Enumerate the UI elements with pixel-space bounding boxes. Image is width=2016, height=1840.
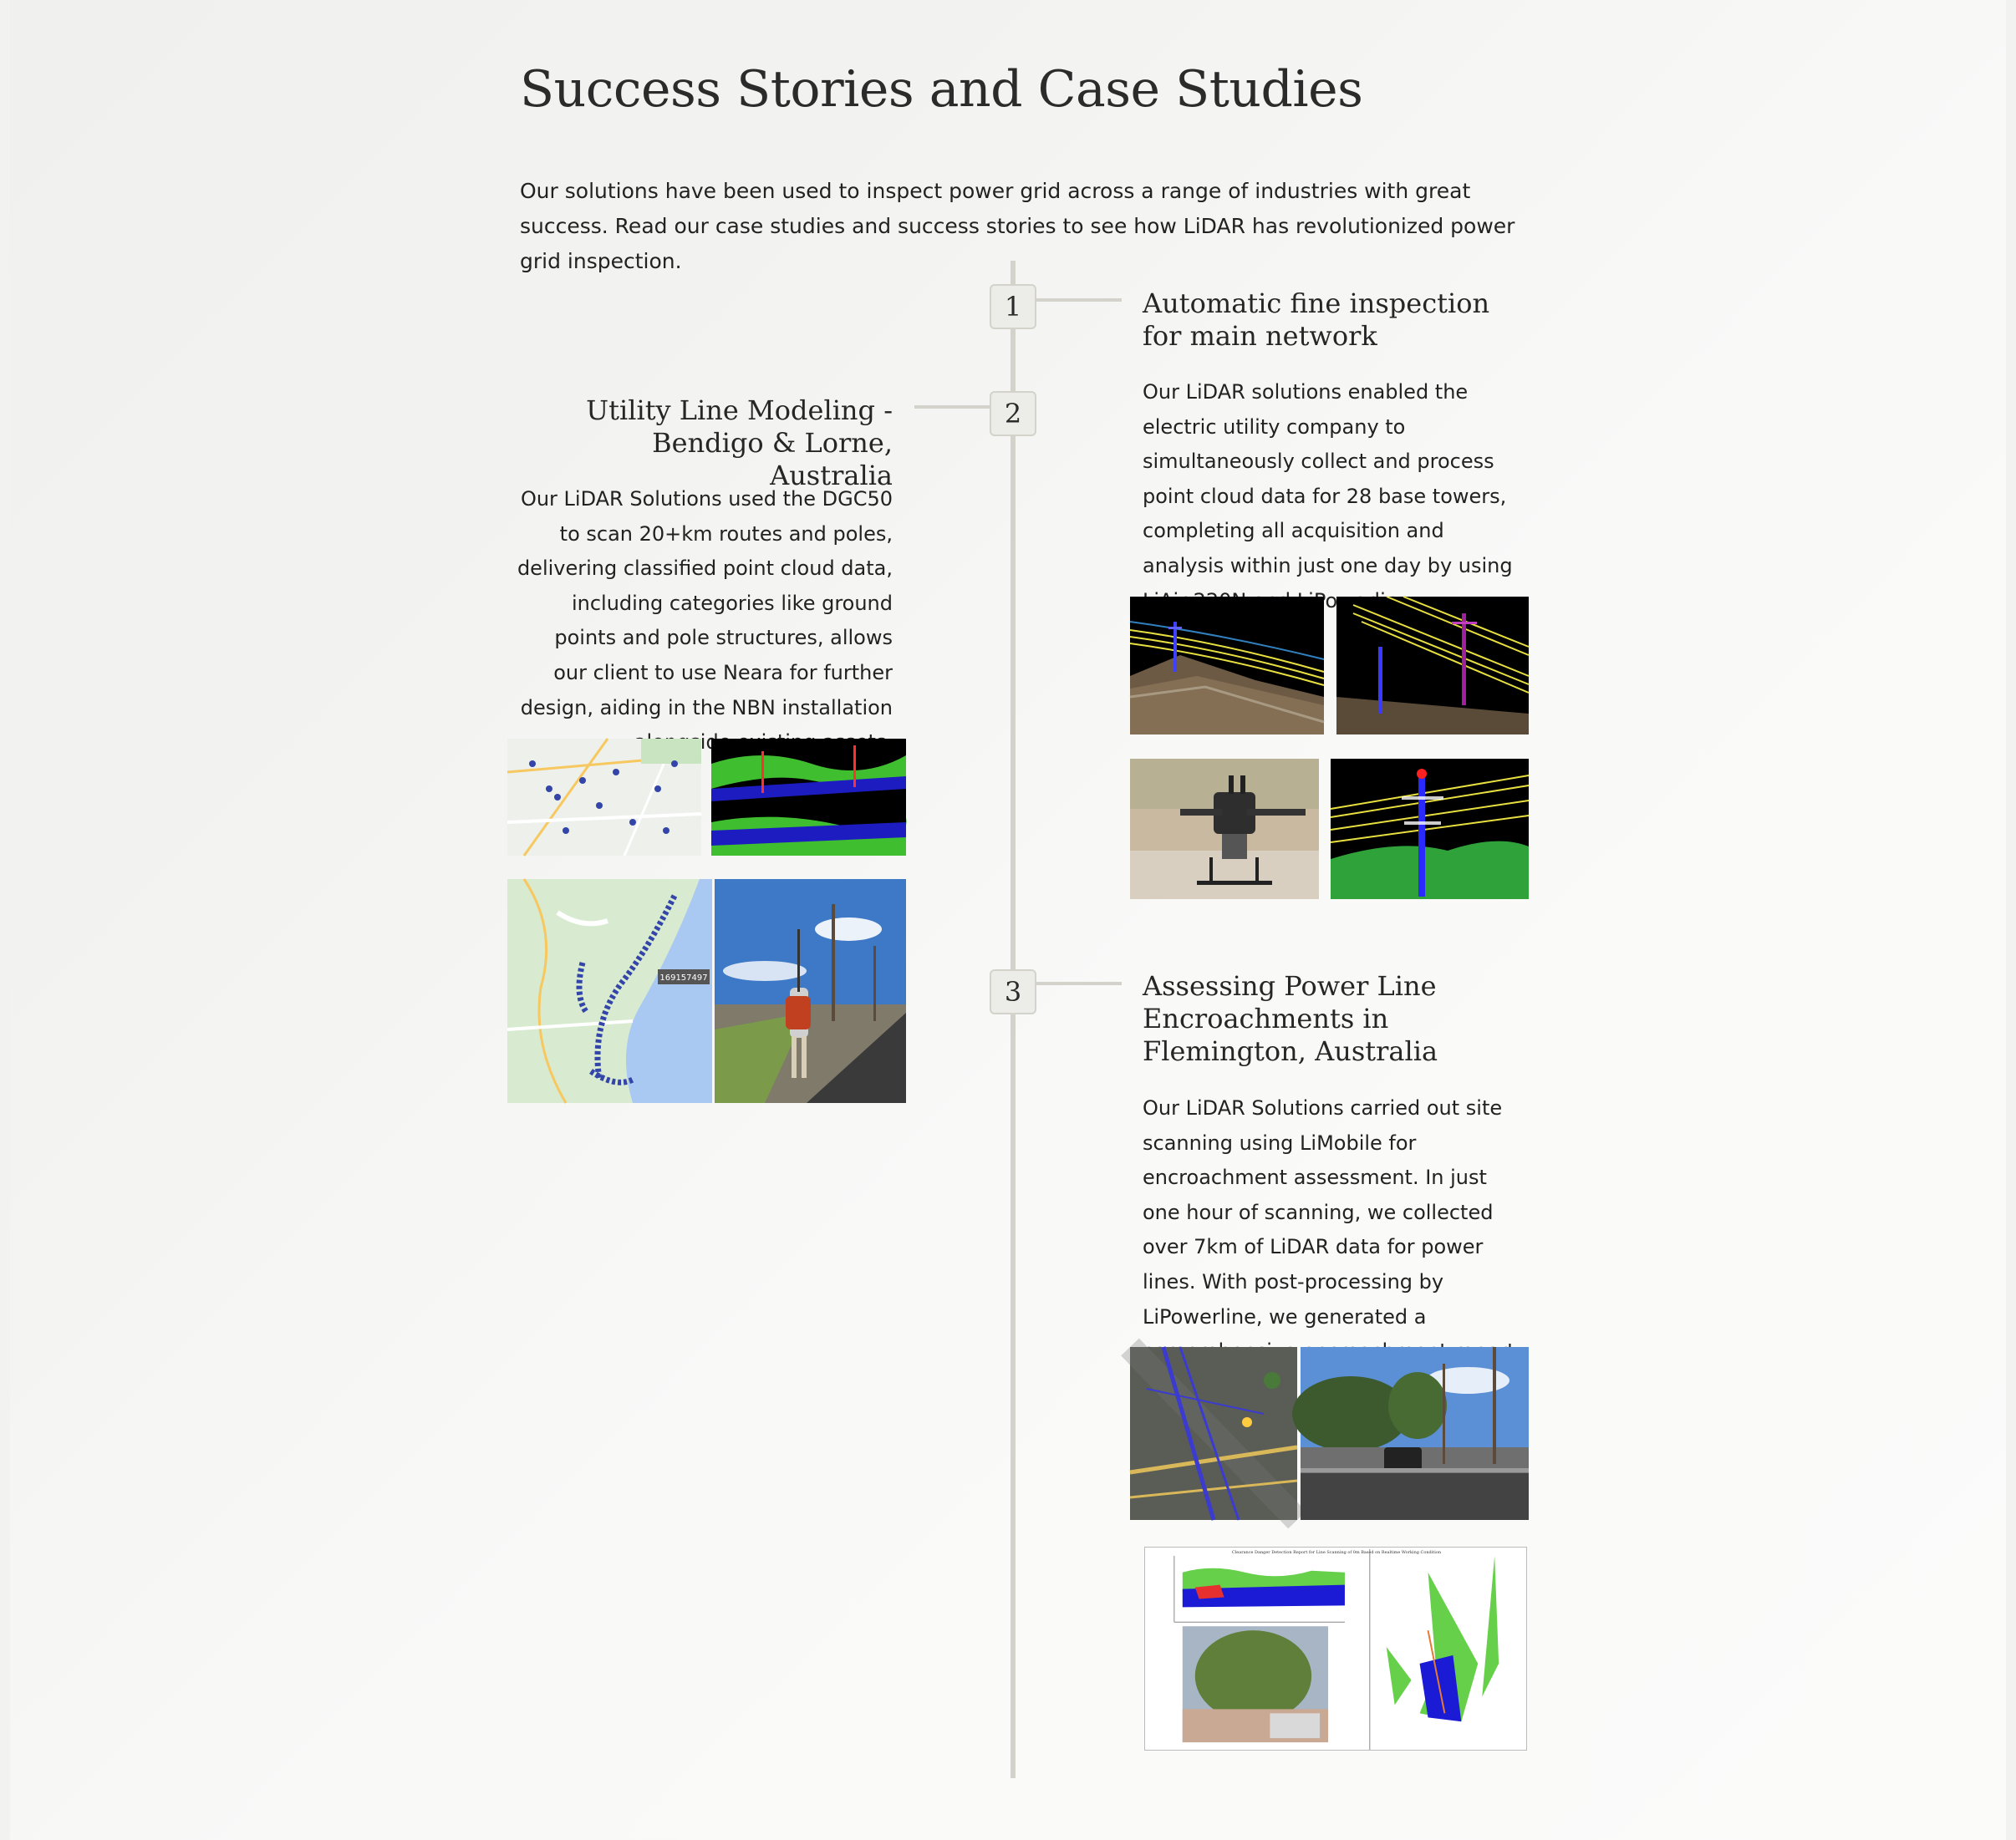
case-study-2-text: Our LiDAR Solutions used the DGC50 to scan 20+km routes and poles, delivering classified point cloud data, including categories like ground points and pole structures, allows our client to use Neara for further design, aiding in the NBN installation [517, 487, 893, 719]
case-study-3-text: Our LiDAR Solutions carried out site scanning using LiMobile for encroachment assessment. In just one hour of scanning, we collected over 7km of LiDAR data for power lines. With post-processing by LiPowerline, we generated a [1143, 1096, 1503, 1329]
coastal-route-map-image [507, 879, 712, 1103]
encroachment-report-image [1144, 1547, 1527, 1751]
route-map-image [507, 739, 701, 856]
timeline-line [1011, 261, 1016, 1778]
street-scan-photo [1301, 1347, 1529, 1520]
timeline-marker-1: 1 [990, 284, 1036, 329]
case-study-2-title: Utility Line Modeling - Bendigo & Lorne, Australia [586, 394, 893, 491]
timeline-marker-2: 2 [990, 391, 1036, 436]
page-title: Success Stories and Case Studies [520, 60, 1363, 119]
case-study-1-title: Automatic fine inspection for main network [1143, 287, 1490, 352]
pointcloud-terrain-image [1130, 597, 1324, 734]
intro-paragraph: Our solutions have been used to inspect power grid across a range of industries with great success. Read our case studies and success stories to see how LiDAR has revolutionized power grid inspection. [520, 179, 1515, 273]
pointcloud-pole-image [1331, 759, 1529, 899]
timeline-connector-3 [1036, 982, 1122, 985]
drone-lidar-photo [1130, 759, 1319, 899]
page-background [10, 0, 2006, 1840]
map-point-label: 169157497 [659, 973, 708, 983]
timeline-connector-1 [1036, 298, 1122, 302]
satellite-route-map-image [1130, 1347, 1297, 1520]
field-survey-photo [715, 879, 906, 1103]
pointcloud-tower-image [1336, 597, 1529, 734]
report-caption: Clearance Danger Detection Report for Line Scanning of 0m Based on Realtime Working Condition [1231, 1549, 1442, 1555]
case-study-1-text: Our LiDAR solutions enabled the electric utility company to simultaneously collect and process point cloud data for 28 base towers, completing all acquisition and analysis within just one day by using [1143, 380, 1513, 577]
classified-pointcloud-image [711, 739, 906, 856]
timeline-connector-2 [914, 405, 990, 409]
case-study-3-title: Assessing Power Line Encroachments in Flemington, Australia [1143, 970, 1438, 1067]
timeline-marker-3: 3 [990, 969, 1036, 1014]
